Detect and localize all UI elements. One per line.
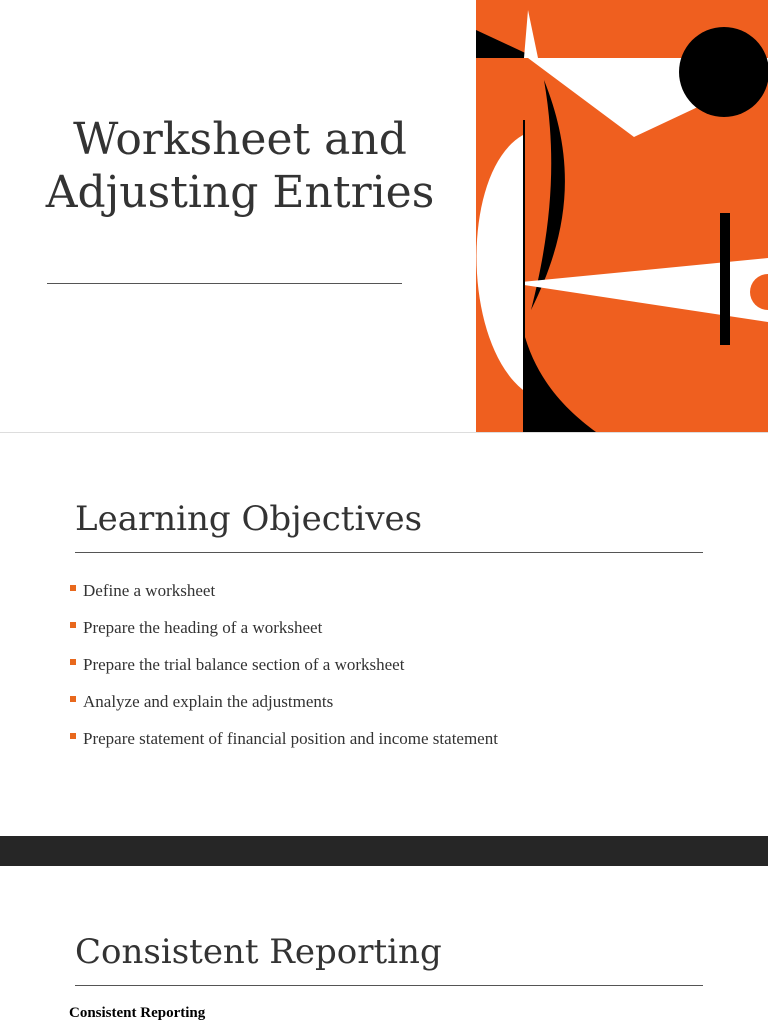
objectives-heading: Learning Objectives [75,499,423,539]
list-item [70,572,498,609]
square-bullet-icon [70,622,76,628]
list-item [70,646,498,683]
list-item [70,609,498,646]
title-divider [47,283,402,284]
list-item [70,720,498,757]
square-bullet-icon [70,733,76,739]
slide-title [0,0,768,432]
objective-text: Analyze and explain the adjustments [83,691,334,711]
dark-band-divider [0,836,768,866]
objective-text: Prepare the trial balance section of a worksheet [83,654,405,674]
consistent-reporting-subtitle: Consistent Reporting [69,1005,206,1021]
square-bullet-icon [70,659,76,665]
objectives-divider [75,552,703,553]
objective-text: Prepare statement of financial position and income statement [83,728,498,748]
consistent-reporting-divider [75,985,703,986]
abstract-art-image [476,0,768,432]
objective-text: Prepare the heading of a worksheet [83,617,323,637]
slide-consistent-reporting [0,866,768,1024]
square-bullet-icon [70,585,76,591]
square-bullet-icon [70,696,76,702]
objectives-list [70,572,498,757]
objective-text: Define a worksheet [83,580,216,600]
list-item [70,683,498,720]
consistent-reporting-heading: Consistent Reporting [75,932,442,972]
slide-learning-objectives [0,433,768,836]
slide-title-heading: Worksheet and Adjusting Entries [45,114,435,218]
